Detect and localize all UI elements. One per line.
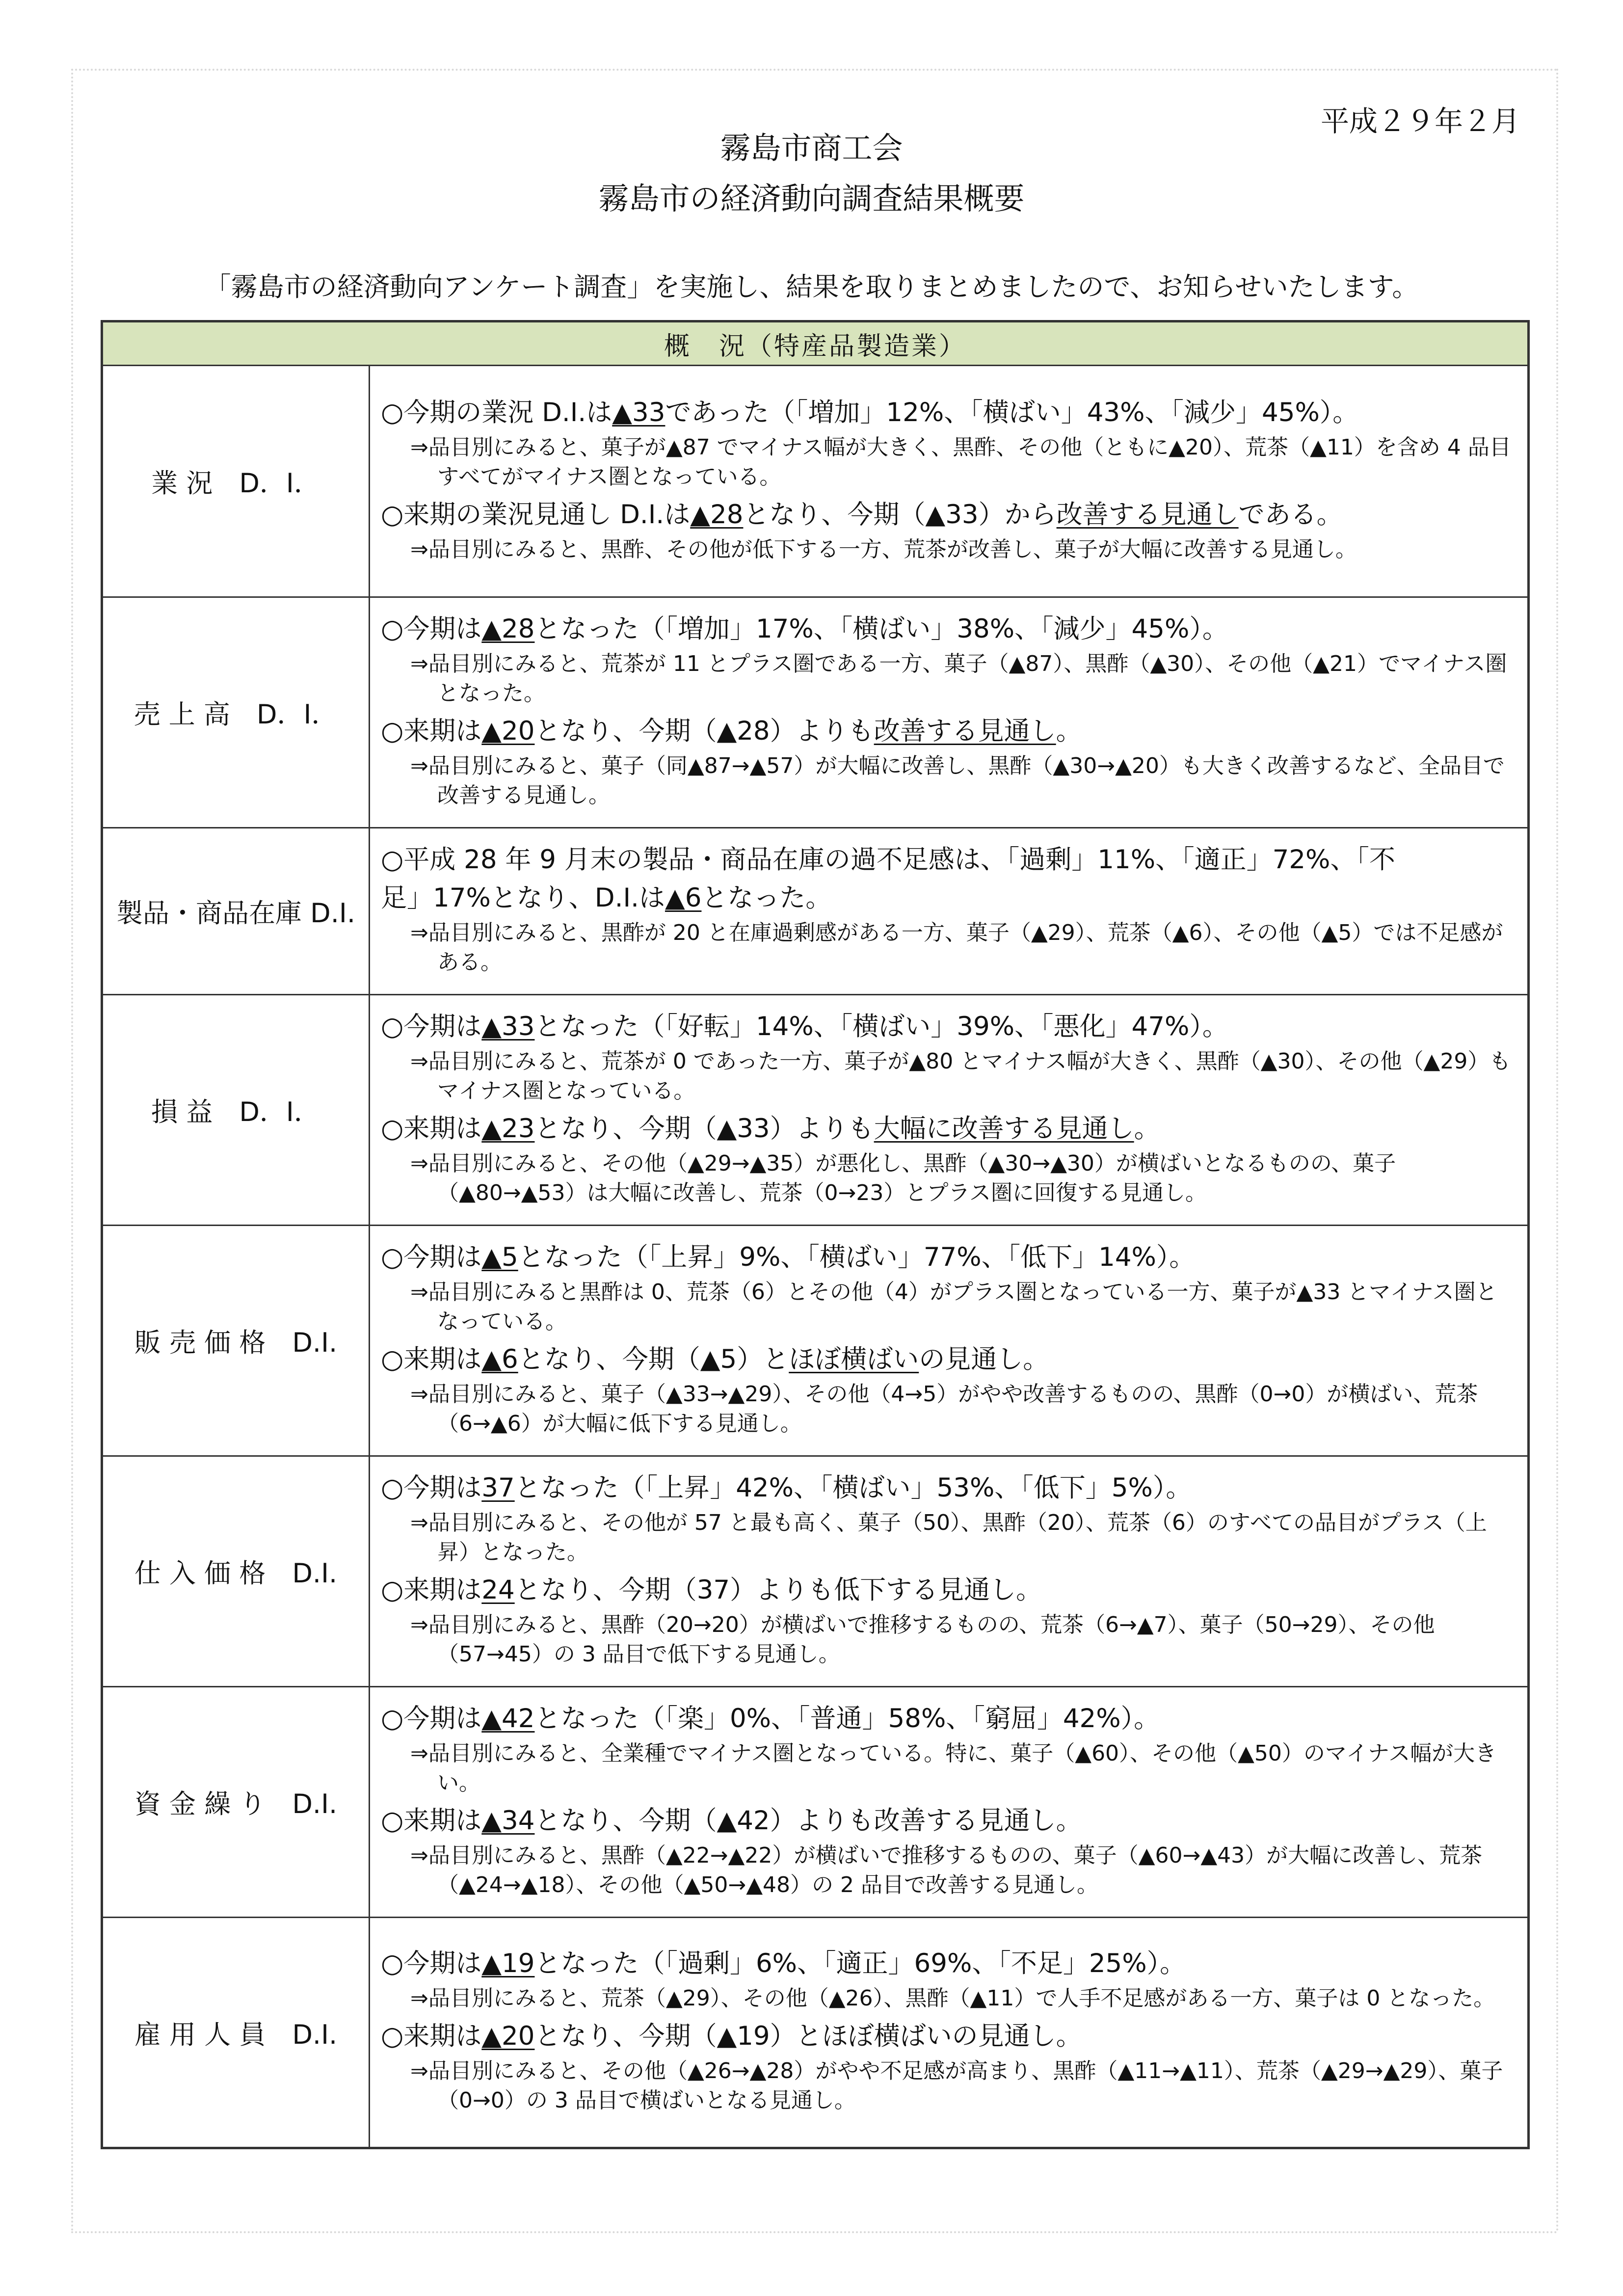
current-di-value: ▲28 (481, 614, 535, 644)
current-pre: ○今期は (381, 1011, 482, 1041)
current-line (381, 841, 1517, 879)
current-di-value: ▲19 (481, 1949, 535, 1978)
outlook-detail: ⇒品目別にみると、黒酢（▲22→▲22）が横ばいで推移するものの、菓子（▲60→▲43）が大幅に改善し、荒茶（▲24→▲18）、その他（▲50→▲48）の 2 品目で改善する見通し。 (410, 1842, 1483, 1897)
current-detail: ⇒品目別にみると、荒茶が 11 とプラス圏である一方、菓子（▲87）、黒酢（▲30）、その他（▲21）でマイナス圏となった。 (410, 651, 1507, 706)
current-line (381, 1700, 1517, 1738)
current-post: となった（「過剰」6%、「適正」69%、「不足」25%）。 (534, 1949, 1186, 1978)
table-row-soneki (102, 995, 1529, 1226)
outlook-post: 。 (1056, 716, 1082, 746)
document-title: 霧島市の経済動向調査結果概要 (598, 181, 1025, 216)
current-pre: ○今期の業況 D.I.は (381, 397, 612, 427)
current-post: となった（「上昇」42%、「横ばい」53%、「低下」5%）。 (514, 1472, 1192, 1503)
outlook-pre: ○来期は (381, 1344, 482, 1374)
table-row-hanbai-kakaku (102, 1226, 1529, 1456)
row-content (370, 1226, 1529, 1456)
organization-name: 霧島市商工会 (720, 130, 903, 166)
current-pre: ○今期は (381, 614, 482, 644)
outlook-di-value: ▲23 (481, 1113, 535, 1144)
outlook-detail: ⇒品目別にみると、その他（▲29→▲35）が悪化し、黒酢（▲30→▲30）が横ばいとなるものの、菓子（▲80→▲53）は大幅に改善し、荒茶（0→23）とプラス圏に回復する見通し。 (410, 1150, 1396, 1205)
outlook-emphasis: ほぼ横ばい (789, 1344, 919, 1374)
current-post: となった（「楽」0%、「普通」58%、「窮屈」42%）。 (534, 1703, 1160, 1734)
intro-text: 「霧島市の経済動向アンケート調査」を実施し、結果を取りまとめましたので、お知らせいたします。 (204, 271, 1419, 302)
outlook-mid: となり、今期（▲33）よりも (534, 1113, 874, 1144)
outlook-detail: ⇒品目別にみると、黒酢（20→20）が横ばいで推移するものの、荒茶（6→▲7）、菓子（50→29）、その他（57→45）の 3 品目で低下する見通し。 (410, 1612, 1435, 1667)
outlook-mid: となり、今期（▲19）とほぼ横ばいの見通し。 (534, 2021, 1082, 2051)
row-label: 雇 用 人 員 D.I. (102, 1918, 370, 2148)
outlook-pre: ○来期は (381, 2021, 482, 2051)
table-heading-row (102, 321, 1529, 366)
outlook-line (381, 1571, 1517, 1609)
outlook-pre: ○来期の業況見通し D.I.は (381, 499, 691, 530)
summary-table-wrapper (101, 320, 1530, 2149)
outlook-di-value: ▲34 (481, 1805, 535, 1836)
current-post: となった（「上昇」9%、「横ばい」77%、「低下」14%）。 (518, 1242, 1196, 1272)
current-detail: ⇒品目別にみると、その他が 57 と最も高く、菓子（50）、黒酢（20）、荒茶（6）のすべての品目がプラス（上昇）となった。 (410, 1510, 1487, 1565)
outlook-detail: ⇒品目別にみると、菓子（同▲87→▲57）が大幅に改善し、黒酢（▲30→▲20）も大きく改善するなど、全品目で改善する見通し。 (410, 753, 1505, 808)
outlook-detail: ⇒品目別にみると、菓子（▲33→▲29）、その他（4→5）がやや改善するものの、黒酢（0→0）が横ばい、荒茶（6→▲6）が大幅に低下する見通し。 (410, 1381, 1478, 1436)
outlook-detail: ⇒品目別にみると、その他（▲26→▲28）がやや不足感が高まり、黒酢（▲11→▲11）、荒茶（▲29→▲29）、菓子（0→0）の 3 品目で横ばいとなる見通し。 (410, 2058, 1503, 2113)
outlook-line (381, 712, 1517, 750)
current-di-value: ▲42 (481, 1703, 535, 1734)
current-di-value: ▲6 (665, 882, 702, 913)
row-label: 製品・商品在庫 D.I. (102, 828, 370, 995)
current-di-value: ▲33 (481, 1011, 535, 1041)
current-di-value: ▲5 (481, 1242, 518, 1272)
current-post: となった（「好転」14%、「横ばい」39%、「悪化」47%）。 (534, 1011, 1228, 1041)
row-content (370, 1456, 1529, 1687)
current-pre: ○平成 28 年 9 月末の製品・商品在庫の過不足感は、「過剰」11%、「適正」72%、「不 (381, 844, 1395, 875)
current-line (381, 1008, 1517, 1046)
row-content (370, 828, 1529, 995)
outlook-di-value: ▲20 (481, 2021, 535, 2051)
row-content (370, 1918, 1529, 2148)
row-content (370, 1687, 1529, 1918)
current-pre: ○今期は (381, 1472, 482, 1503)
row-label: 損 益 D．I． (102, 995, 370, 1226)
current-detail: ⇒品目別にみると黒酢は 0、荒茶（6）とその他（4）がプラス圏となっている一方、菓子が▲33 とマイナス圏となっている。 (410, 1279, 1497, 1334)
summary-table (101, 320, 1530, 2149)
outlook-di-value: ▲20 (481, 716, 535, 746)
row-label: 販 売 価 格 D.I. (102, 1226, 370, 1456)
table-heading: 概 況（特産品製造業） (102, 321, 1529, 366)
row-label: 業 況 D．I． (102, 366, 370, 597)
row-content (370, 366, 1529, 597)
current-detail: ⇒品目別にみると、全業種でマイナス圏となっている。特に、菓子（▲60）、その他（▲50）のマイナス幅が大きい。 (410, 1740, 1497, 1795)
outlook-di-value: ▲6 (481, 1344, 518, 1374)
row-label: 資 金 繰 り D.I. (102, 1687, 370, 1918)
current-line (381, 610, 1517, 648)
outlook-detail: ⇒品目別にみると、黒酢、その他が低下する一方、荒茶が改善し、菓子が大幅に改善する見通し。 (410, 536, 1357, 562)
row-content (370, 995, 1529, 1226)
current-line (381, 1469, 1517, 1507)
table-row-uriage (102, 597, 1529, 828)
current-pre: ○今期は (381, 1242, 482, 1272)
report-date: 平成２９年２月 (1320, 105, 1520, 138)
outlook-pre: ○来期は (381, 1575, 482, 1605)
outlook-emphasis: 大幅に改善する見通し (874, 1113, 1134, 1144)
row-content (370, 597, 1529, 828)
current-line (381, 394, 1517, 432)
outlook-line (381, 1110, 1517, 1148)
current-post: となった（「増加」17%、「横ばい」38%、「減少」45%）。 (534, 614, 1228, 644)
table-row-shikinguri (102, 1687, 1529, 1918)
outlook-emphasis: 改善する見通し (1056, 499, 1239, 530)
outlook-mid: となり、今期（▲33）から (743, 499, 1057, 530)
outlook-line (381, 496, 1517, 534)
current-post: となった。 (701, 882, 832, 913)
table-row-zaiko (102, 828, 1529, 995)
current-pre: ○今期は (381, 1949, 482, 1978)
outlook-mid: となり、今期（▲5）と (518, 1344, 789, 1374)
row-label: 売 上 高 D．I． (102, 597, 370, 828)
table-row-koyo-jinin (102, 1918, 1529, 2148)
outlook-emphasis: 改善する見通し (874, 716, 1056, 746)
current-detail: ⇒品目別にみると、荒茶が 0 であった一方、菓子が▲80 とマイナス幅が大きく、黒酢（▲30）、その他（▲29）もマイナス圏となっている。 (410, 1048, 1511, 1103)
outlook-line (381, 1802, 1517, 1840)
outlook-mid: となり、今期（▲28）よりも (534, 716, 874, 746)
outlook-post: の見通し。 (919, 1344, 1049, 1374)
row-label: 仕 入 価 格 D.I. (102, 1456, 370, 1687)
current-line-2 (381, 879, 1517, 917)
outlook-pre: ○来期は (381, 716, 482, 746)
current-di-value: 37 (481, 1472, 515, 1503)
outlook-pre: ○来期は (381, 1113, 482, 1144)
table-row-shiire-kakaku (102, 1456, 1529, 1687)
outlook-mid: となり、今期（37）よりも低下する見通し。 (514, 1575, 1042, 1605)
outlook-di-value: ▲28 (690, 499, 744, 530)
outlook-line (381, 2017, 1517, 2056)
outlook-di-value: 24 (481, 1575, 515, 1605)
outlook-mid: となり、今期（▲42）よりも改善する見通し。 (534, 1805, 1082, 1836)
current-detail: ⇒品目別にみると、黒酢が 20 と在庫過剰感がある一方、菓子（▲29）、荒茶（▲6）、その他（▲5）では不足感がある。 (410, 920, 1503, 975)
outlook-line (381, 1340, 1517, 1379)
current-post: であった（「増加」12%、「横ばい」43%、「減少」45%）。 (665, 397, 1359, 427)
current-pre: 足」17%となり、D.I.は (381, 882, 665, 913)
current-line (381, 1238, 1517, 1277)
current-line (381, 1945, 1517, 1983)
outlook-post: である。 (1238, 499, 1343, 530)
current-di-value: ▲33 (612, 397, 665, 427)
current-detail: ⇒品目別にみると、荒茶（▲29）、その他（▲26）、黒酢（▲11）で人手不足感がある一方、菓子は 0 となった。 (410, 1986, 1495, 2011)
table-row-gyokyo (102, 366, 1529, 597)
current-pre: ○今期は (381, 1703, 482, 1734)
outlook-pre: ○来期は (381, 1805, 482, 1836)
outlook-post: 。 (1134, 1113, 1160, 1144)
current-detail: ⇒品目別にみると、菓子が▲87 でマイナス幅が大きく、黒酢、その他（ともに▲20）、荒茶（▲11）を含め 4 品目すべてがマイナス圏となっている。 (410, 434, 1511, 489)
